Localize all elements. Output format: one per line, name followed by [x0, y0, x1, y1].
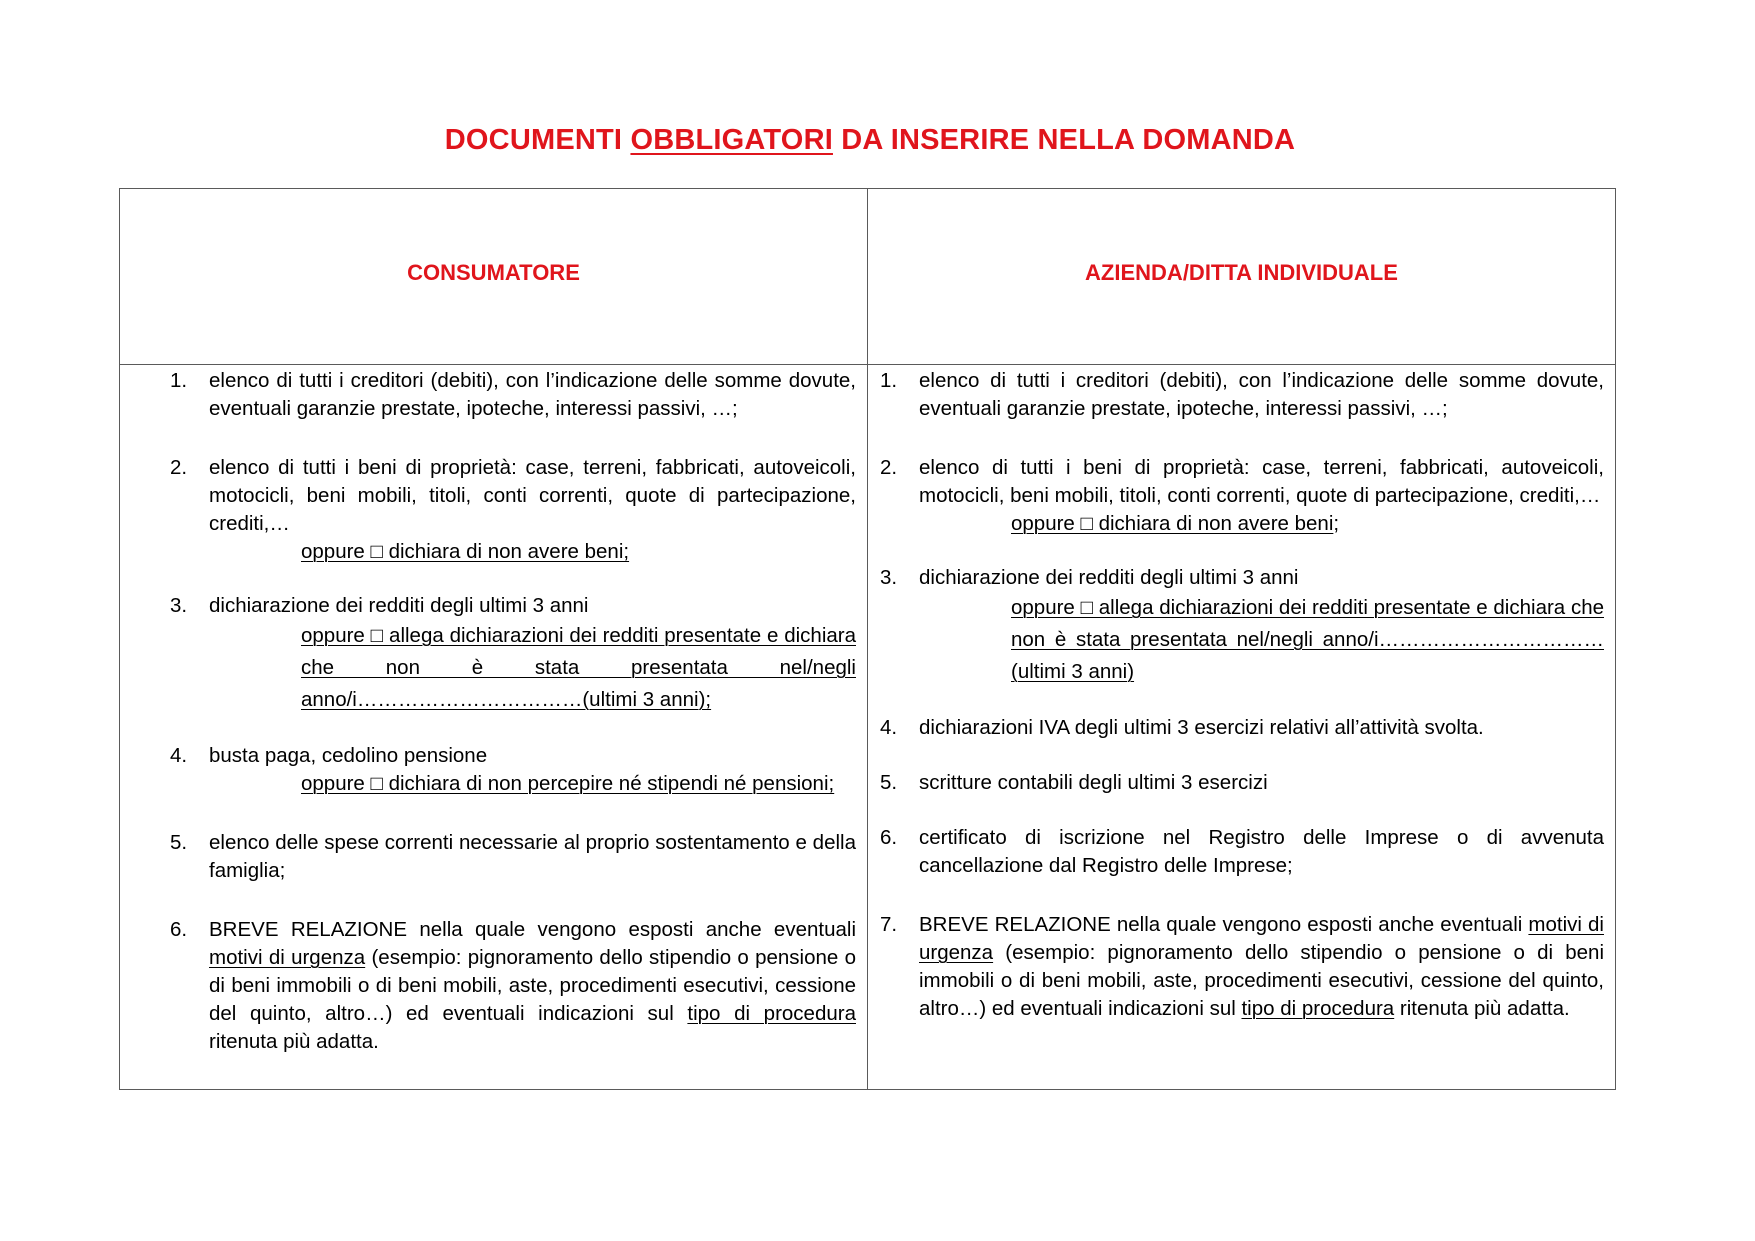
- item-text-part: ritenuta più adatta.: [209, 1030, 379, 1053]
- urgency-reasons-underlined: motivi di urgenza: [209, 946, 366, 969]
- consumatore-list: [170, 367, 856, 1056]
- item-number: 1.: [880, 369, 898, 392]
- item-number: 4.: [880, 716, 898, 739]
- item-text-part: (esempio: pignoramento dello stipendio o pensione o di beni immobili o di beni mobili, aste, procedimenti esecutivi, cessione del quinto, altro…) ed eventuali indicazioni sul: [209, 946, 857, 1025]
- item-number: 5.: [170, 831, 188, 854]
- title-emphasis: OBBLIGATORI: [630, 124, 833, 156]
- item-number: 5.: [880, 771, 898, 794]
- item-text: dichiarazioni IVA degli ultimi 3 esercizi relativi all’attività svolta.: [919, 716, 1484, 739]
- list-item: [170, 916, 856, 1056]
- item-alternative: oppure □ dichiara di non percepire né stipendi né pensioni;: [301, 772, 835, 795]
- item-text: elenco di tutti i creditori (debiti), con l’indicazione delle somme dovute, eventuali garanzie prestate, ipoteche, interessi passivi, …;: [209, 369, 856, 420]
- item-text: dichiarazione dei redditi degli ultimi 3 anni: [919, 566, 1299, 589]
- item-text-part: BREVE RELAZIONE nella quale vengono esposti anche eventuali: [919, 913, 1529, 936]
- documents-table: [119, 188, 1616, 1090]
- list-item: [880, 714, 1604, 742]
- list-item: [170, 367, 856, 423]
- item-text: elenco di tutti i beni di proprietà: case, terreni, fabbricati, autoveicoli, motocicli, beni mobili, titoli, conti correnti, quote di partecipazione, crediti,…: [919, 456, 1604, 507]
- title-before: DOCUMENTI: [444, 124, 631, 156]
- title-after: DA INSERIRE NELLA DOMANDA: [832, 124, 1296, 156]
- procedure-type-underlined: tipo di procedura: [1241, 997, 1395, 1020]
- column-header-consumatore: CONSUMATORE: [120, 189, 868, 365]
- item-text: scritture contabili degli ultimi 3 esercizi: [919, 771, 1268, 794]
- item-text: [209, 916, 856, 1056]
- item-text: [919, 911, 1604, 1023]
- item-number: 3.: [170, 594, 188, 617]
- item-number: 6.: [170, 918, 188, 941]
- list-item: [880, 911, 1604, 1023]
- item-number: 6.: [880, 826, 898, 849]
- item-number: 2.: [880, 456, 898, 479]
- list-item: [880, 769, 1604, 797]
- list-item: [880, 454, 1604, 538]
- item-alternative: oppure □ dichiara di non avere beni;: [301, 540, 630, 563]
- item-number: 3.: [880, 566, 898, 589]
- item-number: 2.: [170, 456, 188, 479]
- item-alternative: oppure □ allega dichiarazioni dei redditi presentate e dichiara che non è stata presentata nel/negli anno/i……………………………(ultimi 3 anni);: [301, 624, 856, 711]
- list-item: [880, 564, 1604, 688]
- item-text-part: ritenuta più adatta.: [1394, 997, 1570, 1020]
- item-text: elenco di tutti i creditori (debiti), con l’indicazione delle somme dovute, eventuali garanzie prestate, ipoteche, interessi passivi, …;: [919, 369, 1604, 420]
- item-text: busta paga, cedolino pensione: [209, 744, 488, 767]
- table-header-row: [120, 189, 1616, 365]
- list-item: [170, 742, 856, 798]
- item-text-part: BREVE RELAZIONE nella quale vengono esposti anche eventuali: [209, 918, 856, 941]
- azienda-list: [880, 367, 1604, 1023]
- item-number: 1.: [170, 369, 188, 392]
- list-item: [170, 829, 856, 885]
- alternative-underlined: oppure □ dichiara di non avere beni: [1011, 512, 1334, 535]
- table-body-row: [120, 365, 1616, 1090]
- page-title: [0, 124, 1740, 157]
- item-alternative: [919, 510, 1604, 538]
- item-text: certificato di iscrizione nel Registro delle Imprese o di avvenuta cancellazione dal Registro delle Imprese;: [919, 826, 1604, 877]
- item-text: dichiarazione dei redditi degli ultimi 3 anni: [209, 594, 589, 617]
- consumatore-cell: [120, 365, 868, 1090]
- list-item: [880, 824, 1604, 880]
- azienda-cell: [868, 365, 1616, 1090]
- item-text: elenco delle spese correnti necessarie al proprio sostentamento e della famiglia;: [209, 831, 856, 882]
- item-number: 7.: [880, 913, 898, 936]
- urgency-reasons-underlined: motivi di urgenza: [919, 913, 1604, 964]
- item-text-part: (esempio: pignoramento dello stipendio o pensione o di beni immobili o di beni mobili, aste, procedimenti esecutivi, cessione del quinto, altro…) ed eventuali indicazioni sul: [919, 941, 1604, 1020]
- list-item: [880, 367, 1604, 423]
- item-alternative: oppure □ allega dichiarazioni dei redditi presentate e dichiara che non è stata presentata nel/negli anno/i……………………………(ultimi 3 anni): [1011, 596, 1604, 683]
- list-item: [170, 592, 856, 716]
- column-header-azienda: AZIENDA/DITTA INDIVIDUALE: [868, 189, 1616, 365]
- procedure-type-underlined: tipo di procedura: [687, 1002, 856, 1025]
- item-text: elenco di tutti i beni di proprietà: case, terreni, fabbricati, autoveicoli, motocicli, beni mobili, titoli, conti correnti, quote di partecipazione, crediti,…: [209, 456, 856, 535]
- alternative-tail: ;: [1333, 512, 1340, 535]
- item-number: 4.: [170, 744, 188, 767]
- list-item: [170, 454, 856, 566]
